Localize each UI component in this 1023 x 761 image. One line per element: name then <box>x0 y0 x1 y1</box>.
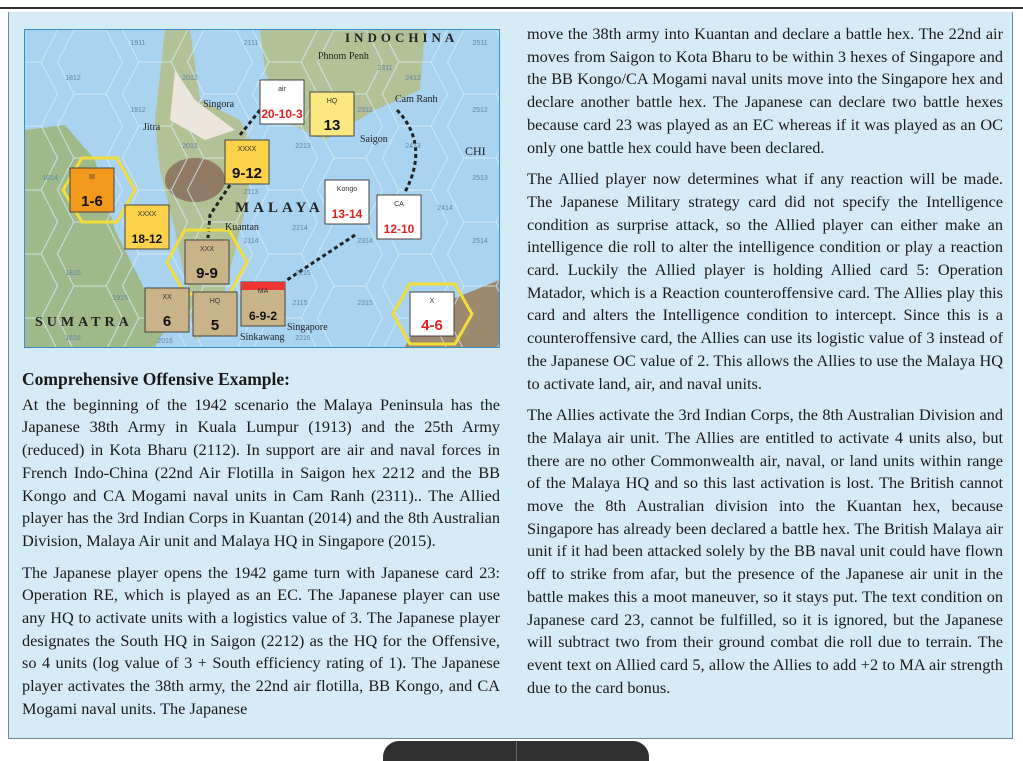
hex-number: 2115 <box>292 300 308 307</box>
unit-counter[interactable] <box>185 240 229 284</box>
map-place-label: Sinkawang <box>240 332 285 343</box>
hex-number: 2216 <box>295 335 311 342</box>
counter-value: 6-9-2 <box>248 309 278 323</box>
unit-counter[interactable] <box>145 288 189 332</box>
paragraph: At the beginning of the 1942 scenario the Malaya Peninsula has the Japanese 38th Army in Kuala Lumpur (1913) and the 25th Army (reduced) in Kota Bharu (2112). In support are air and naval forces in French Indo-China (22nd Air Flotilla in Saigon hex 2212 and the BB Kongo and CA Mogami naval units in Cam Ranh (2311).. The Allied player has the 3rd Indian Corps in Kuantan (2014) and the 8th Australian Division, Malaya Air unit and Malaya HQ in Singapore (2015). <box>22 394 500 550</box>
unit-counter[interactable] <box>125 205 169 249</box>
hex-number: 2012 <box>182 75 198 82</box>
map-place-label: CHI <box>465 144 486 158</box>
unit-counter[interactable] <box>241 282 285 326</box>
map-place-label: SUMATRA <box>35 315 133 330</box>
counter-value: 1-6 <box>81 193 103 210</box>
unit-counter[interactable] <box>70 168 114 212</box>
map-place-label: Saigon <box>360 134 388 145</box>
paragraph: The Allied player now determines what if any reaction will be made. The Japanese Military strategy card did not specify the Intelligence condition as surprise attack, so the Allied player can either make an intelligence die roll to alter the intelligence condition or play a reaction card. Luckily the Allied player is holding Allied card 5: Operation Matador, which is a Reaction counteroffensive card. The Allies play this card and alters the Intelligence condition to intercept. Since this is a counteroffensive card, the Allies can use its logistic value of 3 instead of the Japanese OC value of 2. This allows the Allies to use the Malaya HQ to activate land, air, and naval units. <box>527 169 1003 393</box>
hex-number: 2514 <box>472 238 488 245</box>
svg-text:X: X <box>429 298 435 305</box>
svg-text:HQ: HQ <box>209 298 221 305</box>
unit-counter[interactable] <box>377 195 421 239</box>
hex-number: 2315 <box>357 300 373 307</box>
counter-value: 5 <box>210 317 220 334</box>
paragraph: The Japanese player opens the 1942 game turn with Japanese card 23: Operation RE, which is played as an EC. The Japanese player can use any HQ to activate units with a logistics value of 3. The Japanese player designates the South HQ in Saigon (2212) as the HQ for the Offensive, so 4 units (log value of 3 + South efficiency rating of 1). The Japanese player activates the 38th army, the 22nd air flotilla, BB Kongo, and CA Mogami naval units. The Japanese <box>22 562 500 718</box>
counter-value: 6 <box>162 313 172 330</box>
map-place-label: Phnom Penh <box>318 51 369 62</box>
hex-number: 2311 <box>377 65 393 72</box>
hex-number: 2513 <box>472 175 488 182</box>
unit-counter[interactable] <box>225 140 269 184</box>
hex-number: 2213 <box>295 143 311 150</box>
paragraph: move the 38th army into Kuantan and declare a battle hex. The 22nd air moves from Saigon to Kota Bharu to be within 3 hexes of Singapore and the BB Kongo/CA Mogami naval units move into the Singapore hex and declare another battle hex. The Japanese can declare two battle hexes because card 23 was played as an EC whereas if it was played as an OC only one battle hex could have been declared. <box>527 24 1003 157</box>
unit-counter[interactable] <box>325 180 369 224</box>
svg-text:air: air <box>278 86 286 93</box>
hex-number: 2114 <box>243 238 259 245</box>
counter-value: 9-9 <box>196 265 218 282</box>
hex-number: 1812 <box>65 75 81 82</box>
svg-text:XX: XX <box>162 294 172 301</box>
svg-text:XXXX: XXXX <box>237 146 257 153</box>
svg-text:XXXX: XXXX <box>137 211 157 218</box>
counter-value: 20-10-3 <box>261 107 303 121</box>
hex-number: 2111 <box>243 40 259 47</box>
svg-text:MA: MA <box>257 288 269 295</box>
hex-number: 1814 <box>42 175 58 182</box>
map-place-label: Singapore <box>287 322 328 333</box>
hex-number: 1815 <box>65 270 81 277</box>
svg-text:HQ: HQ <box>326 98 338 105</box>
hex-number: 2412 <box>405 75 421 82</box>
hex-number: 1915 <box>112 295 128 302</box>
hex-number: 2511 <box>472 40 488 47</box>
svg-text:Kongo: Kongo <box>336 186 358 193</box>
unit-counter[interactable] <box>310 92 354 136</box>
svg-text:XXX: XXX <box>199 246 215 253</box>
hex-number: 2016 <box>157 338 173 345</box>
hex-number: 1912 <box>130 107 146 114</box>
hex-number: 2214 <box>292 225 308 232</box>
unit-counter[interactable] <box>260 80 304 124</box>
hex-number: 2013 <box>182 143 198 150</box>
map-place-label: Kuantan <box>225 222 259 233</box>
unit-counter[interactable] <box>410 292 454 336</box>
map-place-label: INDOCHINA <box>345 30 459 45</box>
map-place-label: Jitra <box>143 122 161 133</box>
counter-value: 9-12 <box>231 165 263 182</box>
right-column <box>527 23 1003 708</box>
counter-value: 4-6 <box>421 317 443 334</box>
counter-value: 13 <box>323 117 341 134</box>
svg-text:III: III <box>89 174 95 181</box>
paragraph: The Allies activate the 3rd Indian Corps, the 8th Australian Division and the Malaya air unit. The Allies are entitled to activate 4 units also, but there are no other Commonwealth air, naval, or land units within range of the Malaya HQ and so this last activation is lost. The British cannot move the 8th Australian division into the Kuantan hex, because Singapore has already been declared a battle hex. The British Malaya air unit if it had been attacked solely by the BB naval unit could have flown off to strike from afar, but the presence of the Japanese air unit in the battle makes this a moot maneuver, so it stays put. The text condition on Japanese card 23, cannot be fulfilled, so it is ignored, but the Japanese will subtract two from their ground combat die roll due to terrain. The event text on Allied card 5, allow the Allies to add +2 to MA air strength due to the card bonus. <box>527 405 1003 697</box>
unit-counter[interactable] <box>193 292 237 336</box>
hex-number: 2512 <box>472 107 488 114</box>
hex-number: 2215 <box>295 270 311 277</box>
counter-value: 12-10 <box>383 222 415 236</box>
hex-number: 2413 <box>405 143 421 150</box>
svg-text:CA: CA <box>394 201 404 208</box>
hex-number: 2113 <box>243 189 259 196</box>
left-column <box>22 368 500 730</box>
section-heading: Comprehensive Offensive Example: <box>22 369 290 389</box>
counter-value: 13-14 <box>331 207 363 221</box>
map-place-label: Cam Ranh <box>395 94 438 105</box>
hex-number: 1816 <box>65 335 81 342</box>
counter-value: 18-12 <box>131 232 163 246</box>
hex-number: 2414 <box>437 205 453 212</box>
game-map-illustration <box>24 29 500 348</box>
map-place-label: Singora <box>203 99 235 110</box>
hex-number: 2314 <box>357 238 373 245</box>
page-top-border <box>0 7 1023 9</box>
hex-number: 2312 <box>357 107 373 114</box>
viewer-toolbar-handle[interactable] <box>383 741 649 761</box>
hex-number: 1911 <box>130 40 146 47</box>
map-place-label: MALAYA <box>235 200 324 216</box>
